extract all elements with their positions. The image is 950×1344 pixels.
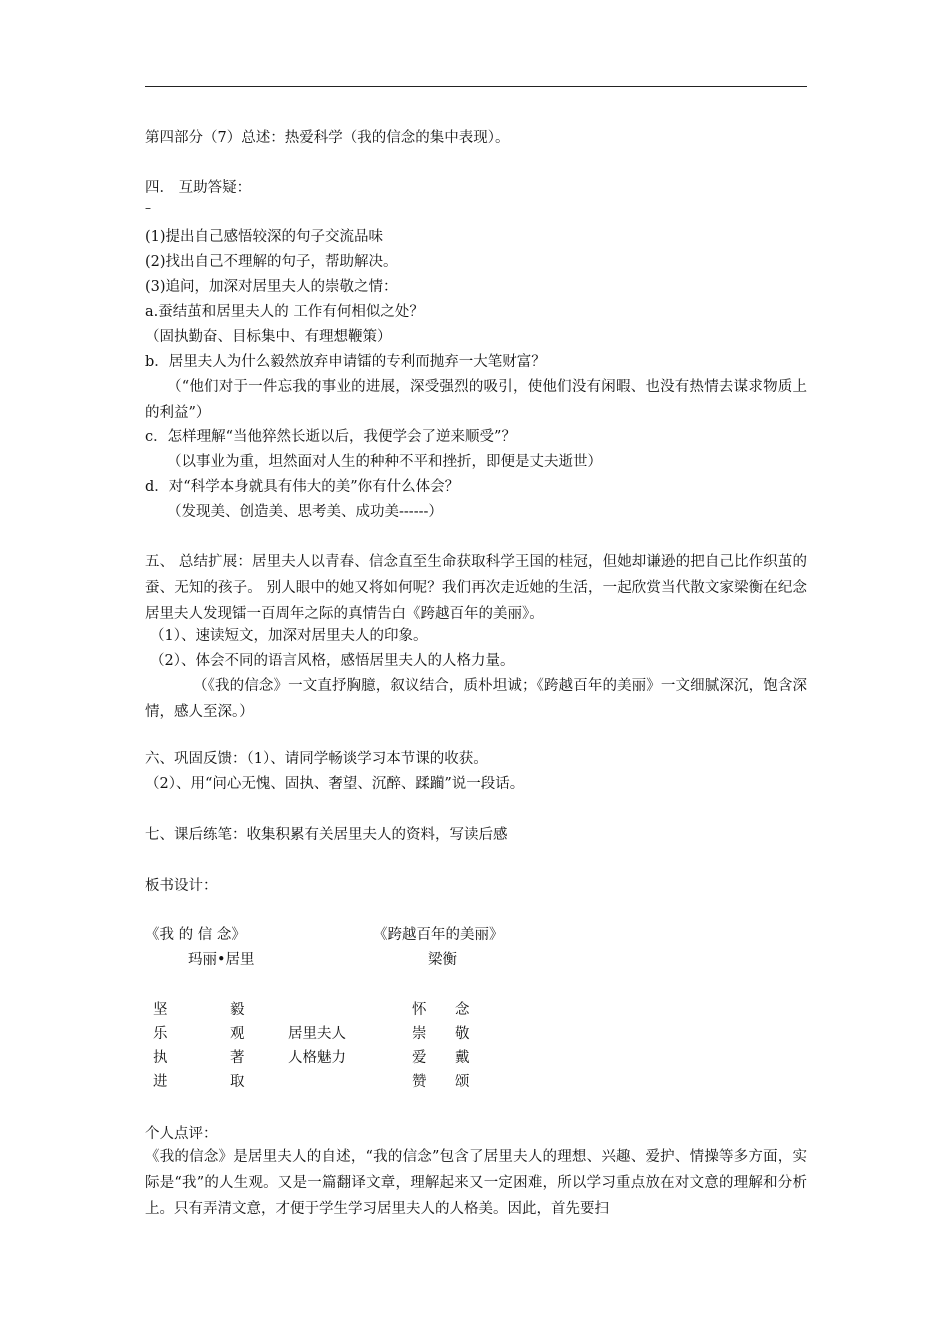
board-char: 怀	[412, 1002, 427, 1018]
section4-heading: 四． 互助答疑：	[145, 180, 252, 196]
header-rule	[145, 86, 807, 87]
review-heading: 个人点评：	[145, 1126, 218, 1142]
dash-mark: –	[145, 201, 151, 215]
board-char: 著	[230, 1050, 245, 1066]
board-right-title: 《跨越百年的美丽》	[373, 927, 504, 943]
answer-d: （发现美、创造美、思考美、成功美------）	[167, 504, 443, 520]
board-heading: 板书设计：	[145, 878, 218, 894]
question-2: (2)找出自己不理解的句子，帮助解决。	[145, 254, 398, 270]
question-b: b．居里夫人为什么毅然放弃申请镭的专利而抛弃一大笔财富？	[145, 354, 546, 370]
section5-item-1: （1）、速读短文，加深对居里夫人的印象。	[150, 628, 428, 644]
question-a: a.蚕结茧和居里夫人的 工作有何相似之处？	[145, 304, 424, 320]
question-d: d．对“科学本身就具有伟大的美”你有什么体会？	[145, 479, 460, 495]
section5-paragraph: 五、 总结扩展：居里夫人以青春、信念直至生命获取科学王国的桂冠，但她却谦逊的把自己比作织茧的蚕、无知的孩子。 别人眼中的她又将如何呢？我们再次走近她的生活，一起欣赏当代散文家梁衡在纪念居里夫人发现镭一百周年之际的真情告白《跨越百年的美丽》。	[145, 554, 807, 622]
board-char: 念	[455, 1002, 470, 1018]
board-char: 颂	[455, 1074, 470, 1090]
answer-b: （“他们对于一件忘我的事业的进展，深受强烈的吸引，使他们没有闲暇、也没有热情去谋求物质上的利益”）	[145, 379, 807, 421]
board-char: 取	[230, 1074, 245, 1090]
board-left-author: 玛丽•居里	[188, 952, 255, 968]
board-char: 坚	[153, 1002, 168, 1018]
board-char: 执	[153, 1050, 168, 1066]
board-char: 敬	[455, 1026, 470, 1042]
board-char: 爱	[412, 1050, 427, 1066]
section6-line-2: （2）、用“问心无愧、固执、奢望、沉醉、蹂躏”说一段话。	[145, 776, 525, 792]
board-char: 毅	[230, 1002, 245, 1018]
board-char: 赞	[412, 1074, 427, 1090]
section7-line: 七、课后练笔：收集积累有关居里夫人的资料，写读后感	[145, 827, 508, 843]
answer-c: （以事业为重，坦然面对人生的种种不平和挫折，即便是丈夫逝世）	[167, 454, 602, 470]
question-1: (1)提出自己感悟较深的句子交流品味	[145, 229, 384, 245]
board-char: 观	[230, 1026, 245, 1042]
question-c: c．怎样理解“当他猝然长逝以后，我便学会了逆来顺受”？	[145, 429, 516, 445]
question-3: (3)追问，加深对居里夫人的崇敬之情：	[145, 279, 398, 295]
board-center-label: 居里夫人	[288, 1026, 346, 1042]
section5-item-2: （2）、体会不同的语言风格，感悟居里夫人的人格力量。	[150, 653, 515, 669]
board-char: 戴	[455, 1050, 470, 1066]
review-paragraph: 《我的信念》是居里夫人的自述，“我的信念”包含了居里夫人的理想、兴趣、爱护、情操等多方面，实际是“我”的人生观。又是一篇翻译文章，理解起来又一定困难，所以学习重点放在对文意的理解和分析上。只有弄清文意，才便于学生学习居里夫人的人格美。因此，首先要扫	[145, 1149, 807, 1217]
board-char: 乐	[153, 1026, 168, 1042]
section6-line-1: 六、巩固反馈：（1）、请同学畅谈学习本节课的收获。	[145, 751, 488, 767]
part4-summary: 第四部分（7）总述：热爱科学（我的信念的集中表现）。	[145, 130, 510, 146]
board-left-title: 《我 的 信 念》	[145, 927, 246, 943]
answer-a: （固执勤奋、目标集中、有理想鞭策）	[145, 329, 392, 345]
board-char: 崇	[412, 1026, 427, 1042]
board-right-author: 梁衡	[428, 952, 457, 968]
section5-note: （《我的信念》一文直抒胸臆，叙议结合，质朴坦诚；《跨越百年的美丽》一文细腻深沉，饱含深情，感人至深。）	[145, 678, 807, 720]
board-char: 进	[153, 1074, 168, 1090]
board-center-label: 人格魅力	[288, 1050, 346, 1066]
